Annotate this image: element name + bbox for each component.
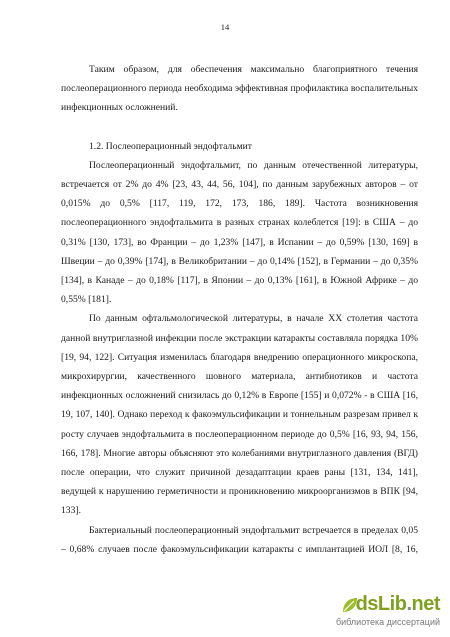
watermark-logo-tld: net <box>411 593 440 615</box>
document-body <box>61 60 418 559</box>
watermark-logo-dot: . <box>406 593 412 615</box>
paragraph-intro: Таким образом, для обеспечения максимально благоприятного течения послеоперационного периода необходима эффективная профилактика воспалительных инфекционных осложнений. <box>61 64 418 114</box>
watermark-logo <box>356 593 440 616</box>
section-heading: 1.2. Послеоперационный эндофтальмит <box>89 140 252 152</box>
dslib-watermark <box>320 593 440 631</box>
paragraph-history: По данным офтальмологической литературы, в начале XX столетия частота данной внутриглазной инфекции после экстракции катаракты составляла порядка 10% [19, 94, 122]. Ситуация изменилась благодаря внедрению операционного микроскопа, микрохирургии, качественного шовного материала, антибиотиков и частота инфекционных осложнений снизилась до 0,12% в Европе [155] и 0,072% - в США [16, 19, 107, 140]. Однако переход к факоэмульсификации и тоннельным разрезам привел к росту случаев эндофтальмита в послеоперационном периоде до 0,5% [16, 93, 94, 156, 166, 178]. Многие авторы объясняют это колебаниями внутриглазного давления (ВГД) после операции, что служит причиной дезадаптации краев раны [131, 134, 141], ведущей к нарушению герметичности и проникновению микроорганизмов в ВПК [94, 133]. <box>61 313 418 517</box>
paragraph-bacterial: Бактериальный послеоперационный эндофтальмит встречается в пределах 0,05 – 0,68% случаев после факоэмульсификации катаракты с имплантацией ИОЛ [8, 16, <box>61 524 418 555</box>
paragraph-frequency: Послеоперационный эндофтальмит, по данным отечественной литературы, встречается от 2% до 4% [23, 43, 44, 56, 104], по данным зарубежных авторов – от 0,015% до 0,5% [117, 119, 172, 173, 186, 189]. Частота возникновения послеоперационного эндофтальмита в разных странах колеблется [19]: в США – до 0,31% [130, 173], во Франции – до 1,23% [147], в Испании – до 0,59% [130, 169] в Швеции – до 0,39% [174], в Великобритании – до 0,14% [152], в Германии – до 0,35% [134], в Канаде – до 0,18% [117], в Японии – до 0,13% [161], в Южной Африке – до 0,55% [181]. <box>61 159 418 306</box>
watermark-logo-main: dsLib <box>355 593 407 615</box>
page-number: 14 <box>220 22 230 32</box>
watermark-subtitle: библиотека диссертаций <box>335 617 440 627</box>
